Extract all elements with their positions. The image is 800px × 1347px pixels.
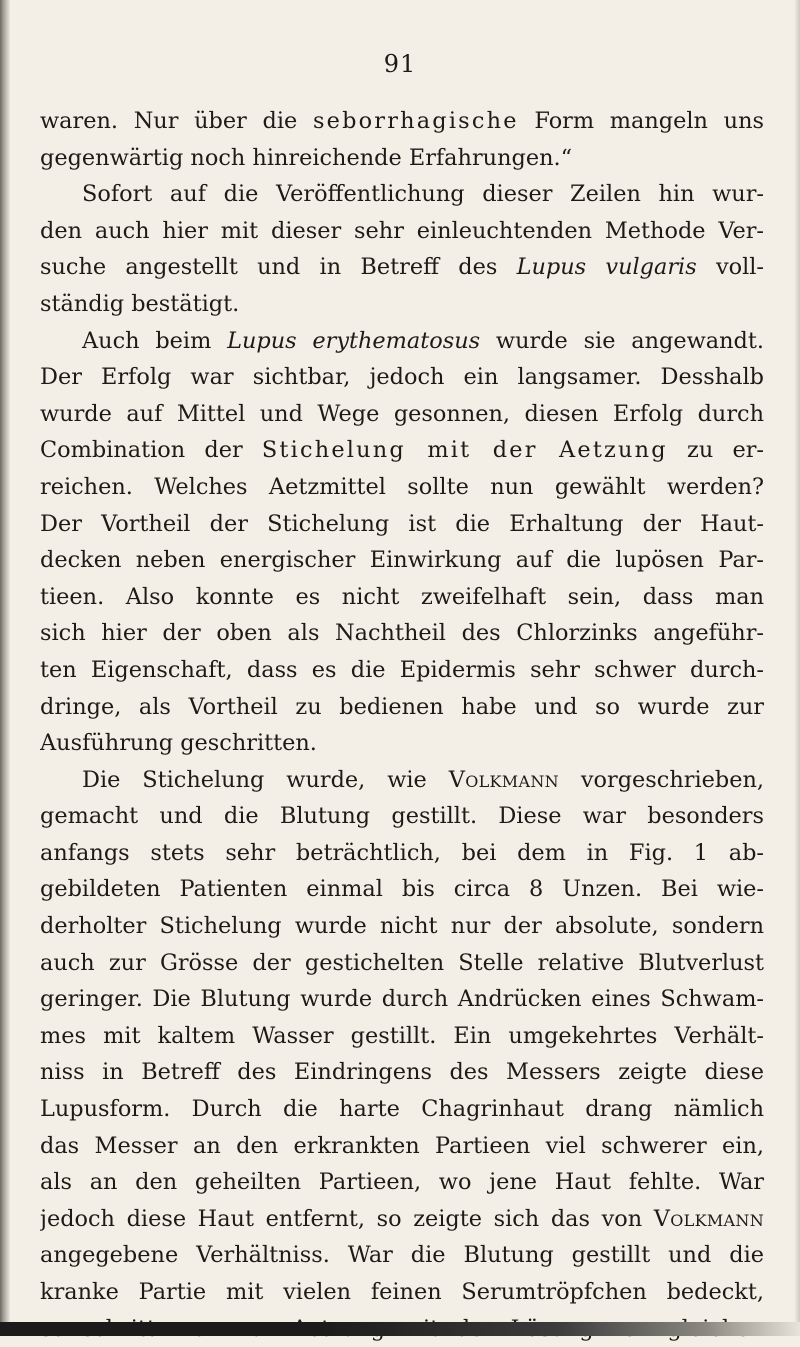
text-line: Sofort auf die Veröffentlichung dieser Zeilen hin wur- — [82, 181, 764, 208]
text-line: Auch beim Lupus erythematosus wurde sie angewandt. — [82, 327, 764, 354]
text-line: geringer. Die Blutung wurde durch Andrücken eines Schwam- — [40, 986, 764, 1013]
text-line: ten Eigenschaft, dass es die Epidermis sehr schwer durch- — [40, 656, 764, 683]
text-line: auch zur Grösse der gestichelten Stelle relative Blutverlust — [40, 949, 764, 976]
text-line: tieen. Also konnte es nicht zweifelhaft sein, dass man — [40, 583, 764, 610]
author-name: Volkmann — [448, 766, 559, 793]
text-line: mes mit kaltem Wasser gestillt. Ein umgekehrtes Verhält- — [40, 1022, 764, 1049]
text-line: Der Erfolg war sichtbar, jedoch ein langsamer. Desshalb — [40, 364, 764, 391]
text-line: wurde auf Mittel und Wege gesonnen, diesen Erfolg durch — [40, 400, 764, 427]
text-line: Der Vortheil der Stichelung ist die Erhaltung der Haut- — [40, 510, 764, 537]
text-line: gegenwärtig noch hinreichende Erfahrungen.“ — [40, 144, 573, 171]
text-line: angegebene Verhältniss. War die Blutung gestillt und die — [40, 1242, 764, 1269]
text-line: sich hier der oben als Nachtheil des Chlorzinks angeführ- — [40, 620, 764, 647]
text-line: suche angestellt und in Betreff des Lupus vulgaris voll- — [40, 254, 764, 281]
text-line: jedoch diese Haut entfernt, so zeigte sich das von Volkmann — [40, 1205, 764, 1232]
text-line: decken neben energischer Einwirkung auf die lupösen Par- — [40, 547, 764, 574]
text-line: ständig bestätigt. — [40, 290, 240, 317]
text-line: anfangs stets sehr beträchtlich, bei dem in Fig. 1 ab- — [40, 839, 764, 866]
spaced-term: Stichelung mit der Aetzung — [261, 437, 668, 464]
text-line: als an den geheilten Partieen, wo jene Haut fehlte. War — [40, 1169, 764, 1196]
body-text — [40, 103, 764, 1347]
author-name: Volkmann — [653, 1205, 764, 1232]
text-line: Lupusform. Durch die harte Chagrinhaut drang nämlich — [40, 1096, 764, 1123]
page-number: 91 — [383, 50, 417, 78]
text-line: Ausführung geschritten. — [40, 730, 317, 757]
text-line: Die Stichelung wurde, wie Volkmann vorgeschrieben, — [82, 766, 764, 793]
text-line: reichen. Welches Aetzmittel sollte nun gewählt werden? — [40, 473, 764, 500]
text-line: waren. Nur über die seborrhagische Form mangeln uns — [40, 108, 764, 134]
text-line: Combination der Stichelung mit der Aetzung zu er- — [40, 437, 764, 464]
text-line: niss in Betreff des Eindringens des Messers zeigte diese — [40, 1059, 764, 1086]
italic-term: Lupus erythematosus — [227, 327, 481, 354]
italic-term: Lupus vulgaris — [516, 254, 697, 281]
scan-bottom-edge — [0, 1322, 800, 1336]
spaced-term: seborrhagische — [312, 108, 519, 134]
scan-left-edge-shadow — [0, 0, 10, 1336]
text-line: dringe, als Vortheil zu bedienen habe und so wurde zur — [40, 693, 764, 720]
text-line: das Messer an den erkrankten Partieen viel schwerer ein, — [40, 1132, 764, 1159]
text-line: derholter Stichelung wurde nicht nur der absolute, sondern — [40, 913, 764, 940]
scan-right-edge-shadow — [794, 0, 800, 1336]
text-line: gebildeten Patienten einmal bis circa 8 Unzen. Bei wie- — [40, 876, 764, 903]
text-line: kranke Partie mit vielen feinen Serumtröpfchen bedeckt, — [40, 1279, 764, 1305]
text-line: den auch hier mit dieser sehr einleuchtenden Methode Ver- — [40, 217, 764, 244]
text-line: gemacht und die Blutung gestillt. Diese war besonders — [40, 803, 764, 830]
